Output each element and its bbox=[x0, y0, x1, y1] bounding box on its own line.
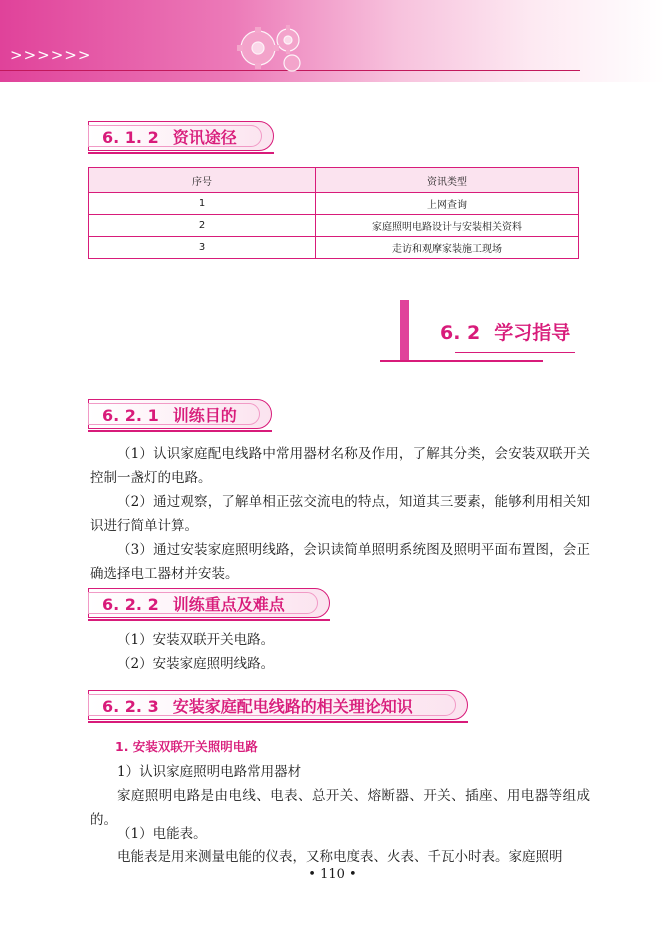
table-row bbox=[89, 237, 579, 259]
section-heading-6-1-2 bbox=[88, 121, 274, 151]
heading-text bbox=[102, 125, 237, 148]
subsection-heading: 1. 安装双联开关照明电路 bbox=[115, 739, 258, 754]
table-header-row bbox=[89, 168, 579, 193]
table-header-cell: 资讯类型 bbox=[316, 168, 579, 193]
heading-text bbox=[102, 592, 285, 615]
chapter-heading-6-2 bbox=[380, 300, 590, 370]
section-heading-6-2-3 bbox=[88, 690, 468, 720]
table-cell: 上网查询 bbox=[316, 193, 579, 215]
section-number: 6. 1. 2 bbox=[102, 128, 159, 147]
table-cell: 1 bbox=[89, 193, 316, 215]
chapter-accent-bar bbox=[400, 300, 409, 360]
paragraph: （1）电能表。 bbox=[117, 826, 207, 842]
info-sources-table bbox=[88, 167, 579, 259]
section-number: 6. 2. 3 bbox=[102, 697, 159, 716]
heading-text bbox=[102, 694, 413, 717]
table-header-cell: 序号 bbox=[89, 168, 316, 193]
paragraph: （2）安装家庭照明线路。 bbox=[117, 656, 275, 672]
section-title: 安装家庭配电线路的相关理论知识 bbox=[172, 697, 413, 716]
table-row bbox=[89, 215, 579, 237]
section-title: 训练重点及难点 bbox=[172, 595, 285, 614]
paragraph: 1）认识家庭照明电路常用器材 bbox=[117, 764, 302, 780]
paragraph: （1）安装双联开关电路。 bbox=[117, 632, 275, 648]
table-cell: 家庭照明电路设计与安装相关资料 bbox=[316, 215, 579, 237]
section-number: 6. 2. 2 bbox=[102, 595, 159, 614]
paragraph: 电能表是用来测量电能的仪表，又称电度表、火表、千瓦小时表。家庭照明 bbox=[117, 849, 563, 865]
section-heading-6-2-2 bbox=[88, 588, 330, 618]
paragraph: （3）通过安装家庭照明线路，会识读简单照明系统图及照明平面布置图，会正确选择电工器材并安装。 bbox=[90, 542, 590, 582]
table-row bbox=[89, 193, 579, 215]
chapter-title bbox=[440, 318, 570, 345]
paragraph: （2）通过观察，了解单相正弦交流电的特点，知道其三要素，能够利用相关知识进行简单计算。 bbox=[90, 494, 590, 534]
heading-underline bbox=[88, 430, 272, 432]
table-cell: 3 bbox=[89, 237, 316, 259]
chapter-number: 6. 2 bbox=[440, 322, 481, 344]
table-cell: 2 bbox=[89, 215, 316, 237]
heading-text bbox=[102, 403, 237, 426]
chapter-title-text: 学习指导 bbox=[494, 322, 571, 344]
paragraph: 家庭照明电路是由电线、电表、总开关、熔断器、开关、插座、用电器等组成的。 bbox=[90, 788, 590, 828]
page-number: • 110 • bbox=[308, 867, 357, 882]
section-heading-6-2-1 bbox=[88, 399, 272, 429]
gears-icon bbox=[230, 18, 320, 80]
heading-underline bbox=[88, 619, 330, 621]
section-title: 资讯途径 bbox=[172, 128, 237, 147]
chapter-thin-line bbox=[455, 352, 575, 353]
heading-underline bbox=[88, 721, 468, 723]
table-cell: 走访和观摩家装施工现场 bbox=[316, 237, 579, 259]
heading-underline bbox=[88, 152, 274, 154]
section-number: 6. 2. 1 bbox=[102, 406, 159, 425]
paragraph: （1）认识家庭配电线路中常用器材名称及作用，了解其分类，会安装双联开关控制一盏灯的电路。 bbox=[90, 446, 590, 486]
chapter-underline bbox=[380, 360, 543, 362]
header-chevrons: >>>>>> bbox=[10, 46, 92, 64]
section-title: 训练目的 bbox=[172, 406, 237, 425]
